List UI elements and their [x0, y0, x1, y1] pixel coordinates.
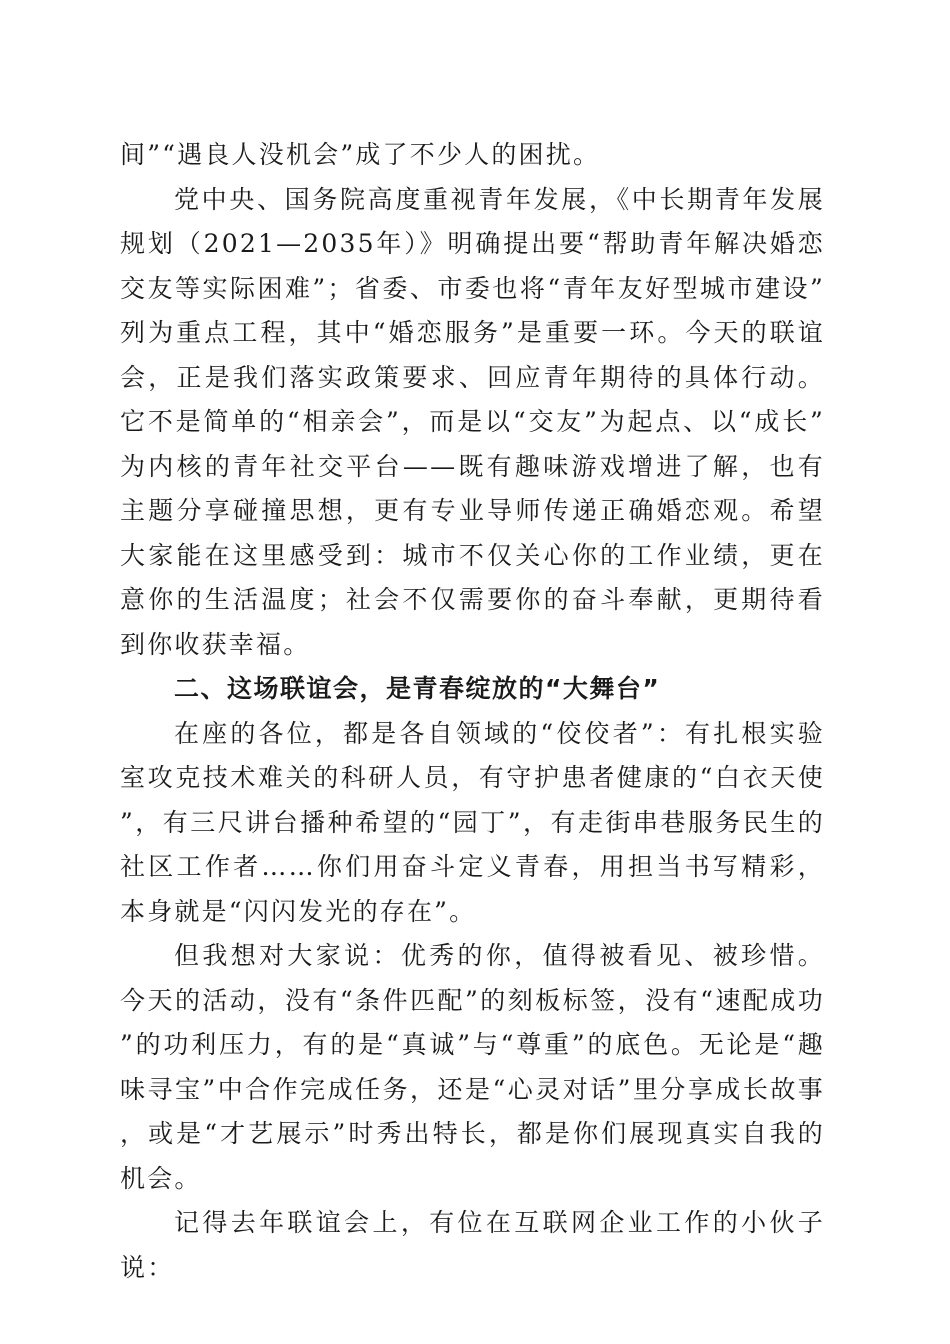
paragraph-policy: 党中央、国务院高度重视青年发展，《中长期青年发展规划（2021—2035年）》明确提出要“帮助青年解决婚恋交友等实际困难”；省委、市委也将“青年友好型城市建设”列为重点工程，其中“婚恋服务”是重要一环。今天的联谊会，正是我们落实政策要求、回应青年期待的具体行动。它不是简单的“相亲会”，而是以“交友”为起点、以“成长”为内核的青年社交平台——既有趣味游戏增进了解，也有主题分享碰撞思想，更有专业导师传递正确婚恋观。希望大家能在这里感受到：城市不仅关心你的工作业绩，更在意你的生活温度；社会不仅需要你的奋斗奉献，更期待看到你收获幸福。: [120, 184, 825, 659]
section-heading: 二、这场联谊会，是青春绽放的“大舞台”: [174, 674, 661, 703]
paragraph-continuation: 间”“遇良人没机会”成了不少人的困扰。: [120, 140, 601, 169]
paragraph-participants: 在座的各位，都是各自领域的“佼佼者”：有扎根实验室攻克技术难关的科研人员，有守护患者健康的“白衣天使”，有三尺讲台播种希望的“园丁”，有走街串巷服务民生的社区工作者……你们用奋斗定义青春，用担当书写精彩，本身就是“闪闪发光的存在”。: [120, 718, 825, 926]
document-page: [120, 133, 825, 1290]
paragraph-message: 但我想对大家说：优秀的你，值得被看见、被珍惜。今天的活动，没有“条件匹配”的刻板标签，没有“速配成功”的功利压力，有的是“真诚”与“尊重”的底色。无论是“趣味寻宝”中合作完成任务，还是“心灵对话”里分享成长故事，或是“才艺展示”时秀出特长，都是你们展现真实自我的机会。: [120, 941, 825, 1193]
paragraph-anecdote: 记得去年联谊会上，有位在互联网企业工作的小伙子说：: [120, 1208, 825, 1282]
